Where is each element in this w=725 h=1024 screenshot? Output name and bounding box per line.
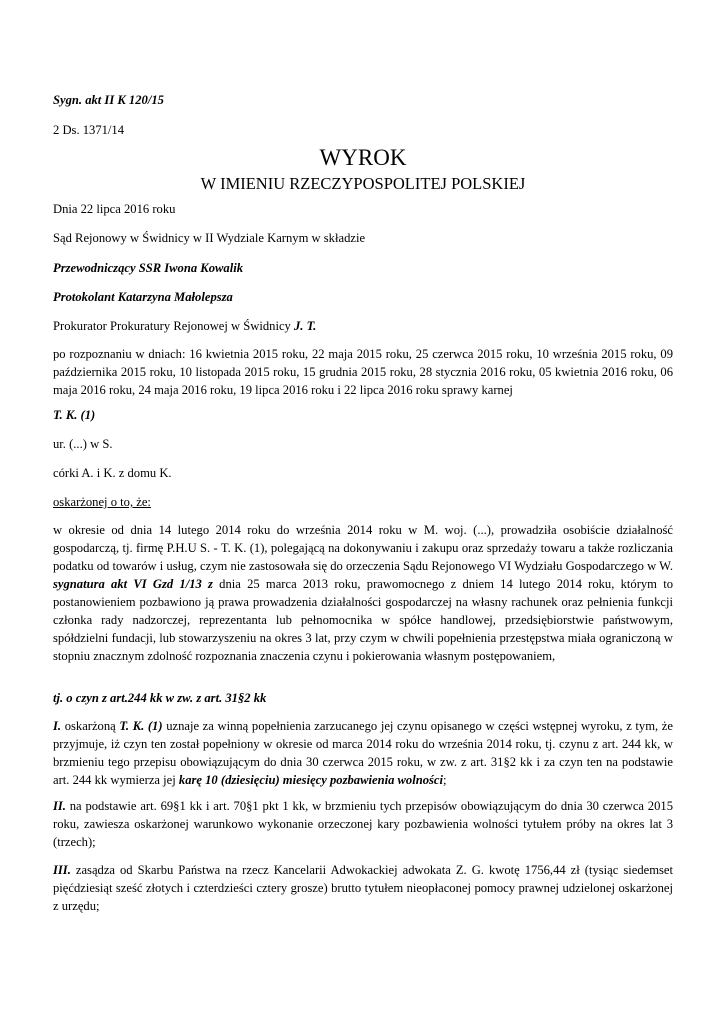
charge-description bbox=[53, 521, 673, 665]
charge-text-1: w okresie od dnia 14 lutego 2014 roku do września 2014 roku w M. woj. (...), prowadziła osobiście działalność gospodarczą, tj. firmę P.H.U S. - T. K. (1), polegającą na dokonywaniu i zakupu oraz sprzedaży towaru a także rozliczania podatku od towarów i usług, czym nie zastosowała się do orzeczenia Sądu Rejonowego VI Wydziału Gospodarczego w W. bbox=[53, 523, 673, 573]
point-1-text-b: uznaje za winną popełnienia zarzucanego jej czynu opisanego w części wstępnej wyroku, z tym, że przyjmuje, iż czyn ten został popełniony w okresie od marca 2014 roku do września 2014 roku, tj. czynu z art. 244 kk, w brzmieniu tego przepisu obowiązującym do dnia 30 czerwca 2015 roku, w zw. z art. 31§2 kk i za czyn ten na podstawie art. 244 kk wymierza jej bbox=[53, 719, 673, 787]
prosecutor-name: J. T. bbox=[294, 319, 317, 333]
hearing-dates: po rozpoznaniu w dniach: 16 kwietnia 2015 roku, 22 maja 2015 roku, 25 czerwca 2015 roku, 10 września 2015 roku, 09 października 2015 roku, 10 listopada 2015 roku, 15 grudnia 2015 roku, 28 stycznia 2016 roku, 05 kwietnia 2016 roku, 06 maja 2016 roku, 24 maja 2016 roku, 19 lipca 2016 roku i 22 lipca 2016 roku sprawy karnej bbox=[53, 347, 673, 397]
point-2-text: na podstawie art. 69§1 kk i art. 70§1 pkt 1 kk, w brzmieniu tych przepisów obowiązującym do dnia 30 czerwca 2015 roku, zawiesza oskarżonej warunkowo wykonanie orzeczonej kary pozbawienia wolności tytułem próby na okres lat 3 (trzech); bbox=[53, 799, 673, 849]
point-1-number: I. bbox=[53, 719, 62, 733]
point-2-number: II. bbox=[53, 799, 66, 813]
verdict-point-2 bbox=[53, 797, 673, 851]
court-line: Sąd Rejonowy w Świdnicy w II Wydziale Karnym w składzie bbox=[53, 231, 366, 245]
prosecutor-prefix: Prokurator Prokuratury Rejonowej w Świdnicy bbox=[53, 319, 294, 333]
point-3-number: III. bbox=[53, 863, 71, 877]
case-signature: Sygn. akt II K 120/15 bbox=[53, 93, 164, 107]
point-1-defendant: T. K. (1) bbox=[119, 719, 163, 733]
prosecutor-line bbox=[53, 317, 673, 335]
presiding-judge: Przewodniczący SSR Iwona Kowalik bbox=[53, 261, 243, 275]
charge-text-2: dnia 25 marca 2013 roku, prawomocnego z dniem 14 lutego 2014 roku, którym to postanowieniem pozbawiono ją prawa prowadzenia działalności gospodarczej na własny rachunek oraz pełnienia funkcji członka rady nadzorczej, reprezentanta lub pełnomocnika w spółce handlowej, przedsiębiorstwie państwowym, spółdzielni fundacji, lub stowarzyszeniu na okres 3 lat, przy czym w chwili popełnienia przestępstwa miała ograniczoną w stopniu znacznym zdolność rozpoznania znaczenia czynu i pokierowania własnym postępowaniem, bbox=[53, 577, 674, 663]
point-1-text-a: oskarżoną bbox=[61, 719, 120, 733]
charged-heading: oskarżonej o to, że: bbox=[53, 495, 151, 509]
point-1-penalty: karę 10 (dziesięciu) miesięcy pozbawienia wolności bbox=[178, 773, 443, 787]
charge-case-reference: sygnatura akt VI Gzd 1/13 z bbox=[53, 577, 213, 591]
verdict-point-1 bbox=[53, 717, 673, 789]
point-1-text-c: ; bbox=[443, 773, 447, 787]
document-subtitle: W IMIENIU RZECZYPOSPOLITEJ POLSKIEJ bbox=[200, 174, 526, 193]
ds-number: 2 Ds. 1371/14 bbox=[53, 123, 125, 137]
document-title: WYROK bbox=[319, 145, 407, 170]
verdict-point-3 bbox=[53, 861, 673, 915]
legal-qualification: tj. o czyn z art.244 kk w zw. z art. 31§2 kk bbox=[53, 691, 267, 705]
defendant-birth: ur. (...) w S. bbox=[53, 437, 113, 451]
court-clerk: Protokolant Katarzyna Małolepsza bbox=[53, 290, 233, 304]
date-line: Dnia 22 lipca 2016 roku bbox=[53, 202, 176, 216]
defendant-name: T. K. (1) bbox=[53, 408, 96, 422]
point-3-text: zasądza od Skarbu Państwa na rzecz Kancelarii Adwokackiej adwokata Z. G. kwotę 1756,44 zł (tysiąc siedemset pięćdziesiąt sześć złotych i czterdzieści cztery grosze) brutto tytułem nieopłaconej pomocy prawnej udzielonej oskarżonej z urzędu; bbox=[53, 863, 673, 913]
defendant-parents: córki A. i K. z domu K. bbox=[53, 466, 172, 480]
